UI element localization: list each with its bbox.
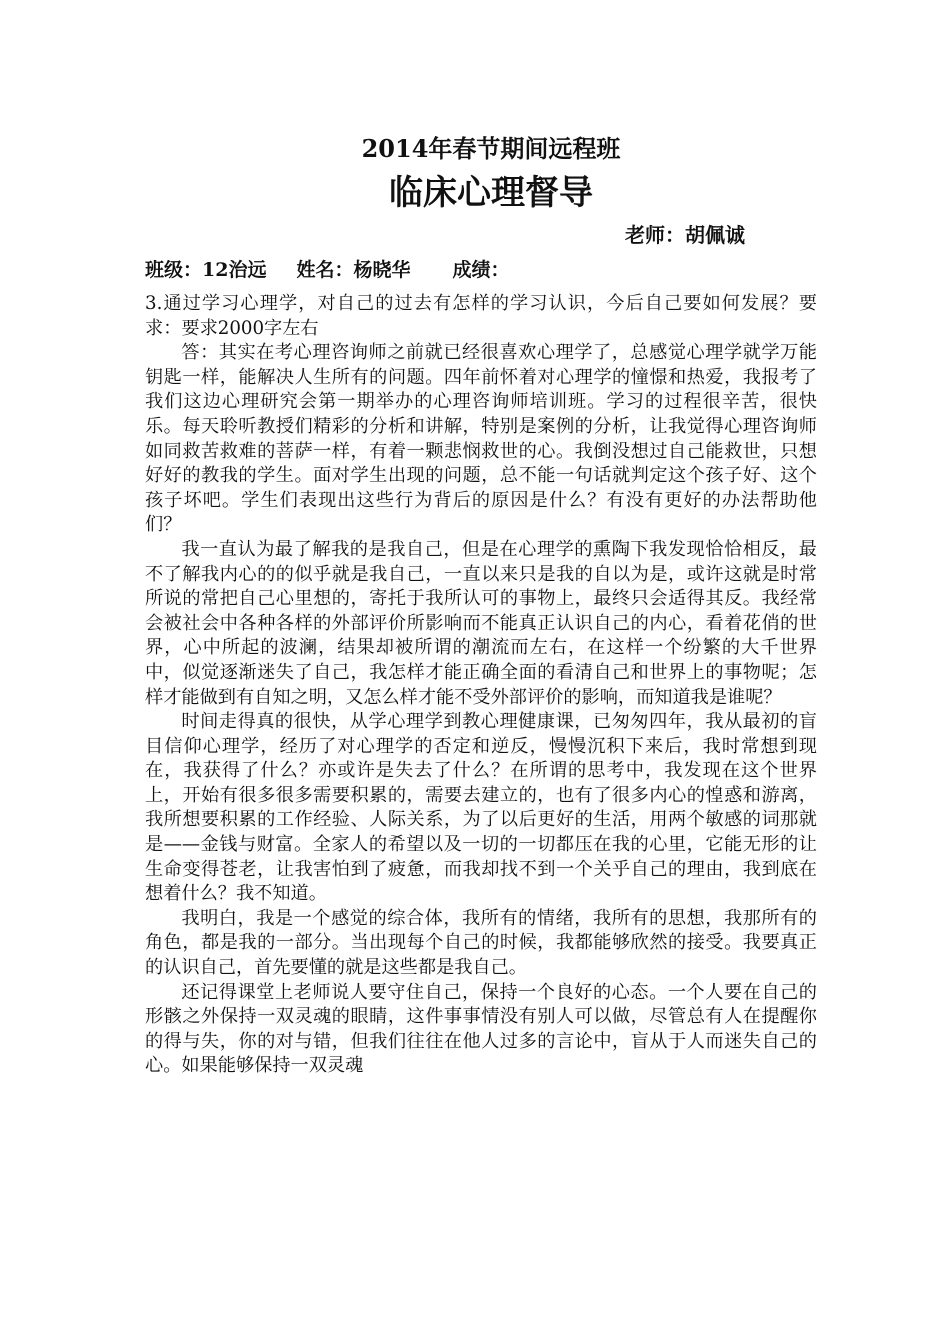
- document-title-line1: 2014年春节期间远程班: [361, 134, 621, 163]
- score-label: 成绩：: [452, 259, 510, 281]
- student-info-row: [145, 252, 817, 288]
- answer-paragraph-5: 还记得课堂上老师说人要守住自己，保持一个良好的心态。一个人要在自己的形骸之外保持一双灵魂的眼睛，这件事事情没有别人可以做，尽管总有人在提醒你的得与失，你的对与错，但我们往往在他人过多的言论中，盲从于人而迷失自己的心。如果能够保持一双灵魂: [145, 981, 817, 1077]
- document-body: [145, 292, 817, 1079]
- answer-paragraph-3: 时间走得真的很快，从学心理学到教心理健康课，已匆匆四年，我从最初的盲目信仰心理学，经历了对心理学的否定和逆反，慢慢沉积下来后，我时常想到现在，我获得了什么？亦或许是失去了什么？在所谓的思考中，我发现在这个世界上，开始有很多很多需要积累的，需要去建立的，也有了很多内心的惶惑和游离，我所想要积累的工作经验、人际关系，为了以后更好的生活，用两个敏感的词那就是——金钱与财富。全家人的希望以及一切的一切都压在我的心里，它能无形的让生命变得苍老，让我害怕到了疲惫，而我却找不到一个关乎自己的理由，我到底在想着什么？我不知道。: [145, 711, 817, 905]
- class-label: 班级：12治远: [145, 259, 267, 281]
- answer-paragraph-4: 我明白，我是一个感觉的综合体，我所有的情绪，我所有的思想，我那所有的角色，都是我的一部分。当出现每个自己的时候，我都能够欣然的接受。我要真正的认识自己，首先要懂的就是这些都是我自己。: [145, 907, 817, 979]
- student-name-label: 姓名：杨晓华: [296, 259, 411, 281]
- document-title-line2: 临床心理督导: [389, 173, 593, 213]
- question-paragraph: 3.通过学习心理学，对自己的过去有怎样的学习认识，今后自己要如何发展？要求：要求2000字左右: [145, 293, 817, 339]
- document-page: [145, 130, 817, 1079]
- answer-paragraph-1: 答：其实在考心理咨询师之前就已经很喜欢心理学了，总感觉心理学就学万能钥匙一样，能解决人生所有的问题。四年前怀着对心理学的憧憬和热爱，我报考了我们这边心理研究会第一期举办的心理咨询师培训班。学习的过程很辛苦，很快乐。每天聆听教授们精彩的分析和讲解，特别是案例的分析，让我觉得心理咨询师如同救苦救难的菩萨一样，有着一颗悲悯救世的心。我倒没想过自己能救世，只想好好的教我的学生。面对学生出现的问题，总不能一句话就判定这个孩子好、这个孩子坏吧。学生们表现出这些行为背后的原因是什么？有没有更好的办法帮助他们？: [145, 342, 817, 536]
- answer-paragraph-2: 我一直认为最了解我的是我自己，但是在心理学的熏陶下我发现恰恰相反，最不了解我内心的的似乎就是我自己，一直以来只是我的自以为是，或许这就是时常所说的常把自己心里想的，寄托于我所认可的事物上，最终只会适得其反。我经常会被社会中各种各样的外部评价所影响而不能真正认识自己的内心，看着花俏的世界，心中所起的波澜，结果却被所谓的潮流而左右，在这样一个纷繁的大千世界中，似觉逐渐迷失了自己，我怎样才能正确全面的看清自己和世界上的事物呢；怎样才能做到有自知之明，又怎么样才能不受外部评价的影响，而知道我是谁呢？: [145, 538, 817, 708]
- teacher-name: 老师：胡佩诚: [625, 223, 745, 247]
